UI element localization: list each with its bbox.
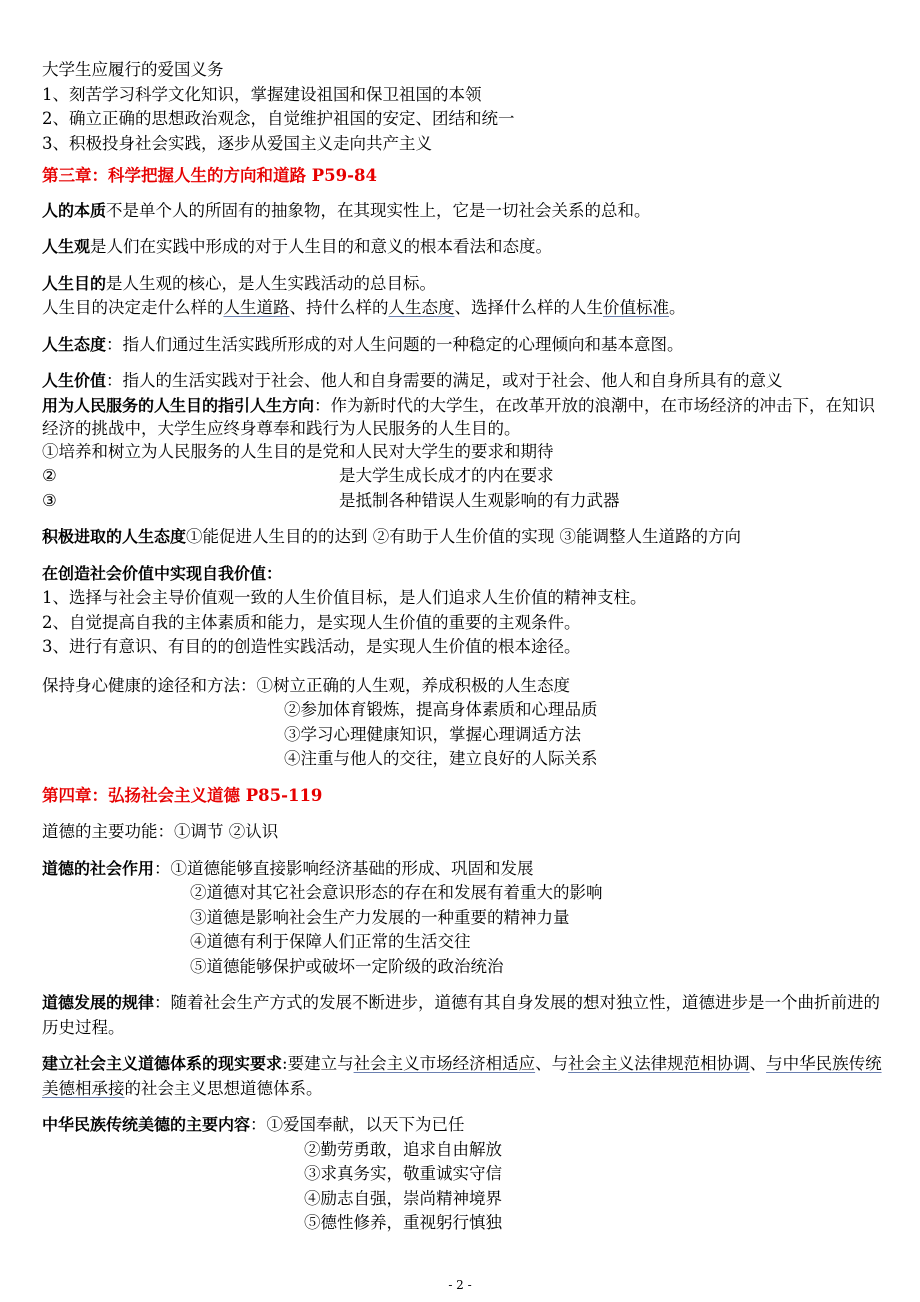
list-item: ④励志自强，崇尚精神境界 (304, 1188, 502, 1208)
term: 道德的社会作用 (42, 858, 155, 878)
term: 建立社会主义道德体系的现实要求 (42, 1054, 283, 1073)
term: 人生目的 (42, 273, 107, 293)
chapter-4-heading: 第四章：弘扬社会主义道德 P85-119 (42, 785, 323, 805)
list-item: 2、自觉提高自我的主体素质和能力，是实现人生价值的重要的主观条件。 (42, 612, 581, 632)
list-item: 2、确立正确的思想政治观念，自觉维护祖国的安定、团结和统一 (42, 109, 515, 128)
paragraph-life-purpose: 人生目的是人生观的核心，是人生实践活动的总目标。 (42, 273, 437, 293)
list-item: ③求真务实，敬重诚实守信 (304, 1164, 502, 1183)
list-item: ⑤德性修养，重视躬行慎独 (304, 1213, 502, 1232)
list-item: ④道德有利于保障人们正常的生活交往 (190, 932, 471, 951)
paragraph-traditional-virtues: 中华民族传统美德的主要内容：①爱国奉献，以天下为已任 (42, 1115, 465, 1134)
list-item: 1、选择与社会主导价值观一致的人生价值目标，是人们追求人生价值的精神支柱。 (42, 588, 647, 607)
list-item: ①培养和树立为人民服务的人生目的是党和人民对大学生的要求和期待 (42, 441, 554, 461)
term: 人生观 (42, 237, 91, 256)
paragraph-health: 保持身心健康的途径和方法：①树立正确的人生观，养成积极的人生态度 (42, 675, 570, 695)
list-item: ② 是大学生成长成才的内在要求 (42, 466, 554, 485)
paragraph-life-purpose-detail: 人生目的决定走什么样的人生道路、持什么样的人生态度、选择什么样的人生价值标准。 (42, 298, 686, 317)
paragraph-life-attitude: 人生态度：指人们通过生活实践所形成的对人生问题的一种稳定的心理倾向和基本意图。 (42, 334, 684, 354)
term: 在创造社会价值中实现自我价值： (42, 563, 283, 583)
paragraph-moral-law: 道德发展的规律：随着社会生产方式的发展不断进步，道德有其自身发展的想对独立性，道德进步是一个曲折前进的历史过程。 (42, 993, 881, 1037)
term: 用为人民服务的人生目的指引人生方向 (42, 395, 315, 415)
list-item: ②勤劳勇敢，追求自由解放 (304, 1139, 502, 1159)
term: 道德发展的规律 (42, 993, 155, 1012)
list-item: ②道德对其它社会意识形态的存在和发展有着重大的影响 (190, 883, 603, 902)
list-item: ④注重与他人的交往，建立良好的人际关系 (284, 749, 598, 768)
paragraph-moral-functions: 道德的主要功能：①调节 ②认识 (42, 822, 279, 841)
list-item: 1、刻苦学习科学文化知识，掌握建设祖国和保卫祖国的本领 (42, 84, 482, 104)
page-number: - 2 - (448, 1278, 472, 1292)
list-item: ③道德是影响社会生产力发展的一种重要的精神力量 (190, 907, 570, 927)
paragraph-life-value: 人生价值：指人的生活实践对于社会、他人和自身需要的满足，或对于社会、他人和自身所具有的意义 (42, 371, 783, 390)
term: 人的本质 (42, 200, 107, 220)
list-item: ②参加体育锻炼，提高身体素质和心理品质 (284, 700, 598, 719)
list-item: ③ 是抵制各种错误人生观影响的有力武器 (42, 490, 620, 510)
term: 中华民族传统美德的主要内容 (42, 1115, 251, 1134)
paragraph-serve-people: 用为人民服务的人生目的指引人生方向：作为新时代的大学生，在改革开放的浪潮中，在市场经济的冲击下，在知识经济的挑战中，大学生应终身尊奉和践行为人民服务的人生目的。 (42, 395, 876, 438)
list-item: ⑤道德能够保护或破坏一定阶级的政治统治 (190, 956, 504, 976)
term: 积极进取的人生态度 (42, 527, 187, 546)
paragraph-human-essence: 人的本质不是单个人的所固有的抽象物，在其现实性上，它是一切社会关系的总和。 (42, 200, 651, 220)
chapter-3-heading: 第三章：科学把握人生的方向和道路 P59-84 (42, 166, 377, 185)
term: 人生态度 (42, 334, 107, 354)
paragraph-self-value (42, 562, 884, 587)
document-page (42, 58, 884, 1236)
paragraph-moral-role: 道德的社会作用：①道德能够直接影响经济基础的形成、巩固和发展 (42, 858, 534, 878)
list-item: 3、进行有意识、有目的的创造性实践活动，是实现人生价值的根本途径。 (42, 637, 581, 656)
list-item: ③学习心理健康知识，掌握心理调适方法 (284, 724, 581, 744)
paragraph-moral-system: 建立社会主义道德体系的现实要求:要建立与社会主义市场经济相适应、与社会主义法律规范相协调、与中华民族传统美德相承接的社会主义思想道德体系。 (42, 1054, 882, 1098)
paragraph-life-view: 人生观是人们在实践中形成的对于人生目的和意义的根本看法和态度。 (42, 237, 553, 256)
term: 人生价值 (42, 371, 107, 390)
section-title: 大学生应履行的爱国义务 (42, 60, 224, 79)
paragraph-positive-attitude: 积极进取的人生态度①能促进人生目的的达到 ②有助于人生价值的实现 ③能调整人生道路的方向 (42, 527, 742, 546)
list-item: 3、积极投身社会实践，逐步从爱国主义走向共产主义 (42, 133, 432, 153)
